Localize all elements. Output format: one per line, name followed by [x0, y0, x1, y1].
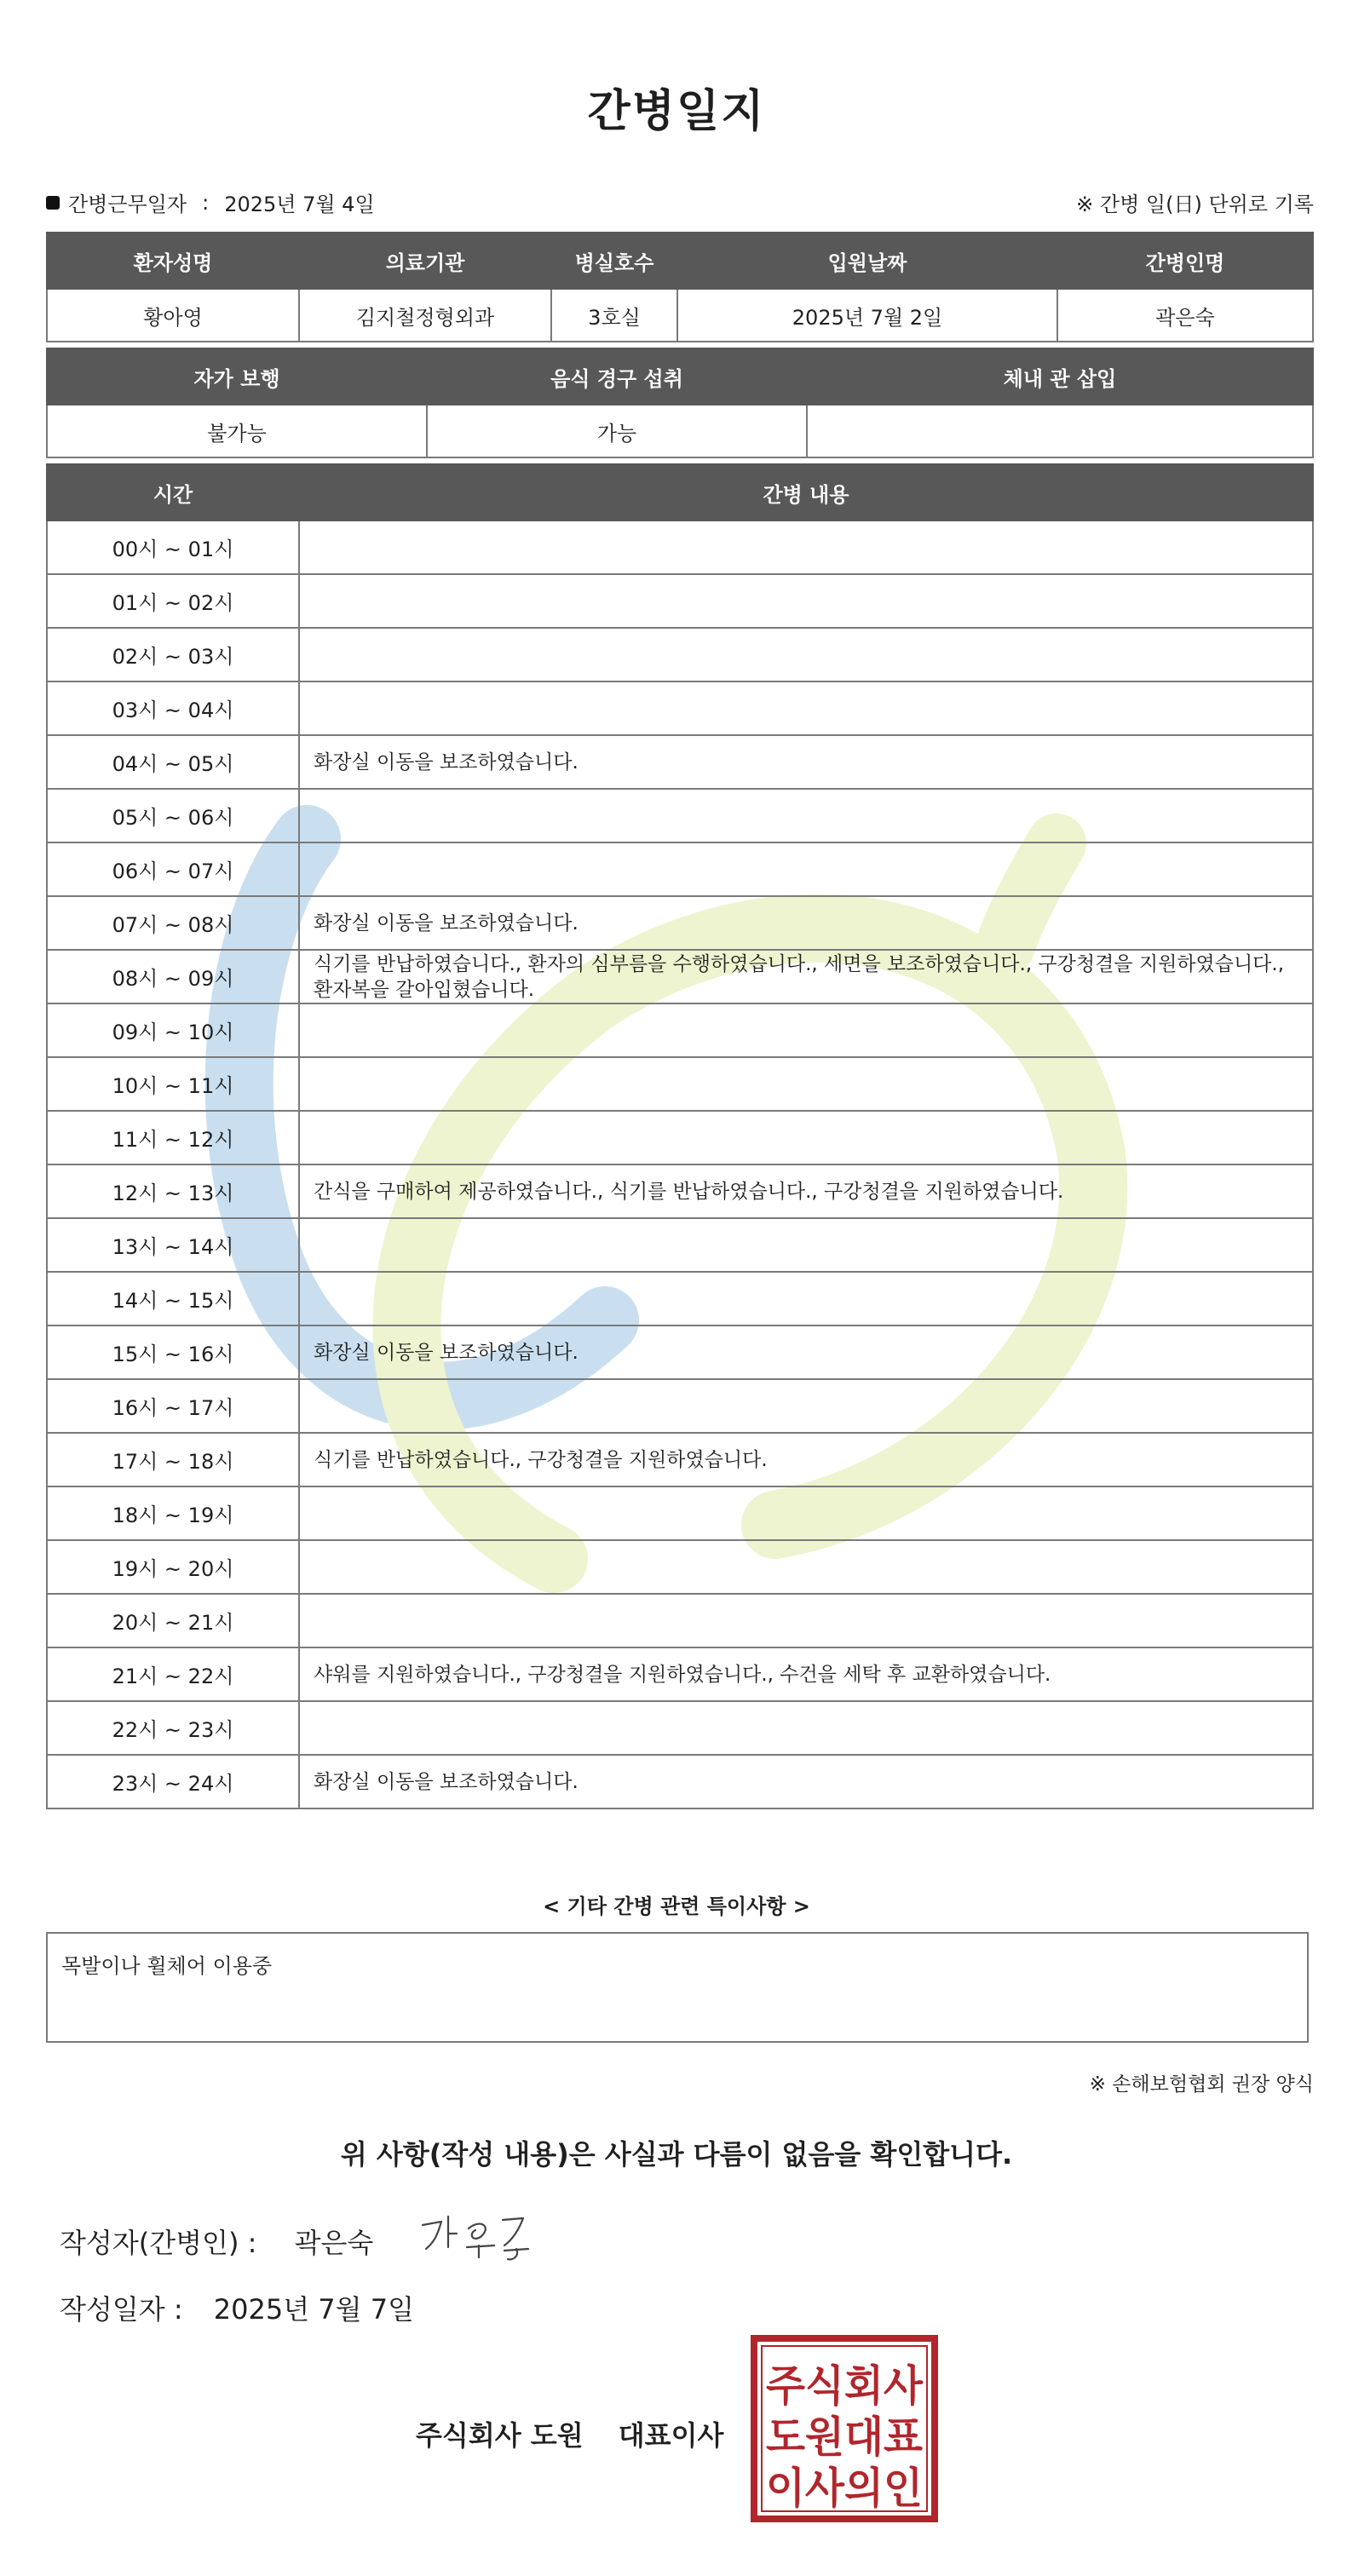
caregiver-name: 곽은숙: [1057, 289, 1313, 342]
log-row: [47, 681, 1313, 735]
form-source-note: ※ 손해보험협회 권장 양식: [1089, 2073, 1314, 2096]
work-date-label: 간병근무일자: [68, 193, 187, 216]
log-note: 화장실 이동을 보조하였습니다.: [299, 1755, 1313, 1808]
record-unit-note: ※ 간병 일(日) 단위로 기록: [1076, 193, 1314, 216]
log-time: 16시 ~ 17시: [47, 1379, 299, 1433]
special-notes-box: 목발이나 휠체어 이용중: [46, 1932, 1309, 2043]
log-time: 15시 ~ 16시: [47, 1325, 299, 1379]
bullet-square-icon: [46, 196, 60, 210]
seal-text-line: 이사의인: [766, 2464, 923, 2513]
header-care-content: 간병 내용: [299, 464, 1313, 520]
patient-info-table: [46, 232, 1314, 342]
log-time: 17시 ~ 18시: [47, 1433, 299, 1486]
log-note: [299, 574, 1313, 628]
log-row: [47, 1379, 1313, 1433]
written-date-line: [60, 2288, 414, 2327]
log-note: [299, 1003, 1313, 1057]
patient-name: 황아영: [47, 289, 299, 342]
patient-status-table: [46, 348, 1314, 458]
log-time: 18시 ~ 19시: [47, 1486, 299, 1540]
log-row: [47, 1701, 1313, 1755]
writer-name: 곽은숙: [294, 2227, 374, 2259]
log-time: 02시 ~ 03시: [47, 628, 299, 681]
writer-label: 작성자(간병인) :: [60, 2227, 257, 2259]
log-row: [47, 628, 1313, 681]
log-row: [47, 1594, 1313, 1647]
tube-insertion-value: [807, 405, 1313, 457]
log-time: 13시 ~ 14시: [47, 1218, 299, 1272]
log-time: 22시 ~ 23시: [47, 1701, 299, 1755]
log-note: 화장실 이동을 보조하였습니다.: [299, 1325, 1313, 1379]
log-row: [47, 950, 1313, 1003]
company-name: 주식회사 도원: [416, 2419, 584, 2452]
log-note: [299, 1379, 1313, 1433]
log-row: [47, 735, 1313, 789]
log-time: 03시 ~ 04시: [47, 681, 299, 735]
admission-date: 2025년 7월 2일: [677, 289, 1057, 342]
self-walking-value: 불가능: [47, 405, 427, 457]
written-date-label: 작성일자 :: [60, 2293, 183, 2326]
header-time: 시간: [47, 464, 299, 520]
log-note: 화장실 이동을 보조하였습니다.: [299, 735, 1313, 789]
header-admission-date: 입원날짜: [677, 233, 1057, 289]
log-note: [299, 628, 1313, 681]
oral-intake-value: 가능: [427, 405, 807, 457]
log-row: [47, 1486, 1313, 1540]
log-note: [299, 1111, 1313, 1164]
log-time: 14시 ~ 15시: [47, 1272, 299, 1325]
log-time: 10시 ~ 11시: [47, 1057, 299, 1111]
seal-text-line: 주식회사: [766, 2361, 924, 2411]
work-date-separator: :: [202, 190, 210, 215]
writer-line: [60, 2222, 373, 2261]
header-self-walking: 자가 보행: [47, 348, 427, 405]
work-date-line: [46, 187, 375, 217]
log-time: 11시 ~ 12시: [47, 1111, 299, 1164]
log-time: 07시 ~ 08시: [47, 896, 299, 950]
log-note: [299, 520, 1313, 574]
log-note: [299, 1218, 1313, 1272]
log-time: 04시 ~ 05시: [47, 735, 299, 789]
header-hospital: 의료기관: [299, 233, 551, 289]
log-row: [47, 842, 1313, 896]
special-notes-title: < 기타 간병 관련 특이사항 >: [543, 1895, 810, 1918]
confirmation-statement: 위 사항(작성 내용)은 사실과 다름이 없음을 확인합니다.: [340, 2138, 1013, 2171]
care-log-table: [46, 463, 1314, 1809]
header-room: 병실호수: [551, 233, 677, 289]
log-note: [299, 1057, 1313, 1111]
log-note: 간식을 구매하여 제공하였습니다., 식기를 반납하였습니다., 구강청결을 지원하였습니다.: [299, 1164, 1313, 1218]
log-time: 12시 ~ 13시: [47, 1164, 299, 1218]
header-patient-name: 환자성명: [47, 233, 299, 289]
log-time: 01시 ~ 02시: [47, 574, 299, 628]
work-date-value: 2025년 7월 4일: [224, 193, 375, 216]
log-note: [299, 1540, 1313, 1594]
log-row: [47, 1647, 1313, 1701]
log-row: [47, 1164, 1313, 1218]
hospital-name: 김지철정형외과: [299, 289, 551, 342]
log-note: [299, 1594, 1313, 1647]
header-oral-intake: 음식 경구 섭취: [427, 348, 807, 405]
log-note: 식기를 반납하였습니다., 구강청결을 지원하였습니다.: [299, 1433, 1313, 1486]
log-note: [299, 842, 1313, 896]
company-line: [416, 2414, 723, 2453]
log-time: 05시 ~ 06시: [47, 789, 299, 842]
log-row: [47, 1272, 1313, 1325]
header-caregiver: 간병인명: [1057, 233, 1313, 289]
header-tube-insertion: 체내 관 삽입: [807, 348, 1313, 405]
log-row: [47, 1218, 1313, 1272]
representative-title: 대표이사: [618, 2419, 724, 2452]
room-number: 3호실: [551, 289, 677, 342]
log-row: [47, 896, 1313, 950]
log-note: [299, 1701, 1313, 1755]
log-time: 08시 ~ 09시: [47, 950, 299, 1003]
log-row: [47, 574, 1313, 628]
log-note: 샤워를 지원하였습니다., 구강청결을 지원하였습니다., 수건을 세탁 후 교환하였습니다.: [299, 1647, 1313, 1701]
log-row: [47, 1325, 1313, 1379]
log-time: 21시 ~ 22시: [47, 1647, 299, 1701]
written-date-value: 2025년 7월 7일: [213, 2293, 415, 2326]
log-row: [47, 1540, 1313, 1594]
company-seal-stamp: [750, 2334, 939, 2523]
log-row: [47, 1003, 1313, 1057]
log-time: 09시 ~ 10시: [47, 1003, 299, 1057]
log-time: 00시 ~ 01시: [47, 520, 299, 574]
log-row: [47, 1755, 1313, 1808]
log-time: 23시 ~ 24시: [47, 1755, 299, 1808]
log-row: [47, 789, 1313, 842]
log-note: [299, 789, 1313, 842]
log-note: 화장실 이동을 보조하였습니다.: [299, 896, 1313, 950]
log-note: [299, 681, 1313, 735]
log-row: [47, 1057, 1313, 1111]
log-time: 19시 ~ 20시: [47, 1540, 299, 1594]
log-time: 06시 ~ 07시: [47, 842, 299, 896]
log-note: 식기를 반납하였습니다., 환자의 심부름을 수행하였습니다., 세면을 보조하였습니다., 구강청결을 지원하였습니다., 환자복을 갈아입혔습니다.: [299, 950, 1313, 1003]
log-time: 20시 ~ 21시: [47, 1594, 299, 1647]
page-title: 간병일지: [587, 86, 766, 137]
log-note: [299, 1486, 1313, 1540]
log-row: [47, 1433, 1313, 1486]
seal-text-line: 도원대표: [766, 2412, 924, 2462]
log-note: [299, 1272, 1313, 1325]
log-row: [47, 1111, 1313, 1164]
handwritten-signature: [416, 2208, 544, 2268]
log-row: [47, 520, 1313, 574]
